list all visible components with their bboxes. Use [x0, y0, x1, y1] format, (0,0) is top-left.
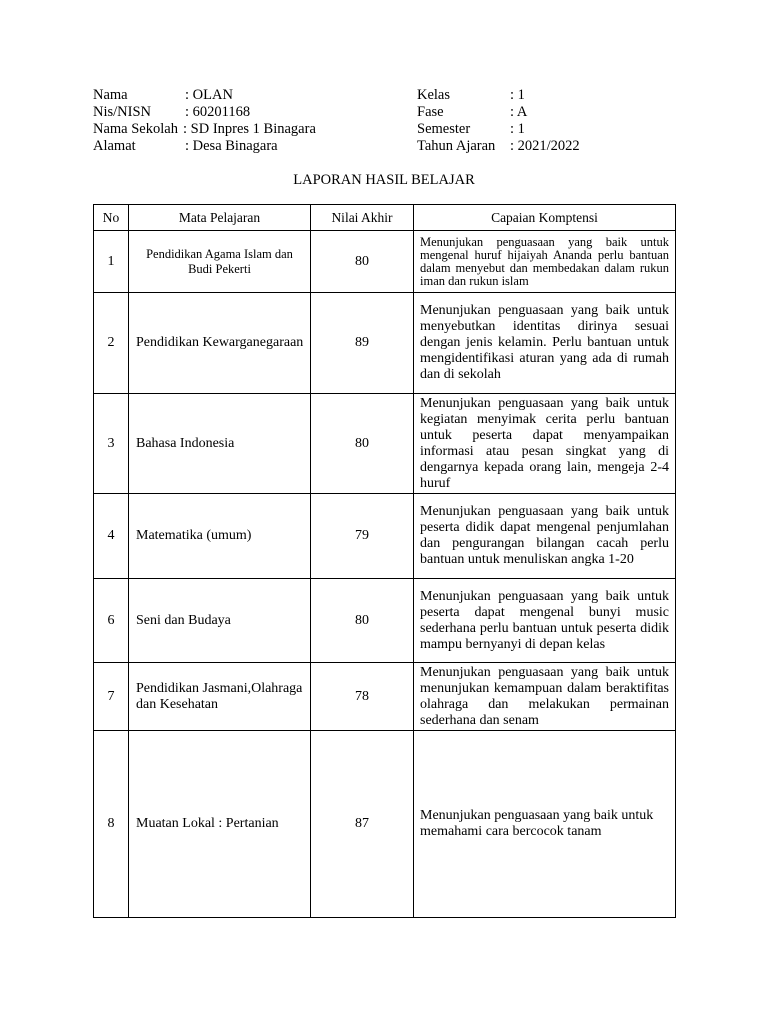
table-row [94, 663, 676, 731]
row-competency: Menunjukan penguasaan yang baik untuk peserta didik dapat mengenal penjumlahan dan pengurangan bilangan cacah perlu bantuan untuk menuliskan angka 1-20 [414, 494, 676, 579]
header-competency: Capaian Komptensi [414, 205, 676, 231]
row-no: 6 [94, 579, 129, 663]
row-competency: Menunjukan penguasaan yang baik untuk menunjukan kemampuan dalam beraktifitas olahraga dan melakukan permainan sederhana dan senam [414, 663, 676, 731]
class-label: Kelas [417, 87, 451, 103]
table-row [94, 579, 676, 663]
row-score: 89 [311, 293, 414, 394]
table-header-row [94, 205, 676, 231]
row-score: 80 [311, 394, 414, 494]
row-competency: Menunjukan penguasaan yang baik untuk peserta dapat mengenal bunyi music sederhana perlu bantuan untuk peserta didik mampu bernyanyi di depan kelas [414, 579, 676, 663]
row-score: 87 [311, 731, 414, 918]
table-row [94, 731, 676, 918]
address-value: : Desa Binagara [185, 138, 278, 154]
row-score: 80 [311, 579, 414, 663]
row-no: 8 [94, 731, 129, 918]
row-no: 4 [94, 494, 129, 579]
school-value: : SD Inpres 1 Binagara [183, 121, 316, 137]
info-row-4 [93, 138, 693, 155]
row-no: 2 [94, 293, 129, 394]
row-subject: Seni dan Budaya [129, 579, 311, 663]
row-no: 1 [94, 231, 129, 293]
student-info [93, 87, 693, 155]
header-score: Nilai Akhir [311, 205, 414, 231]
class-value: : 1 [510, 87, 525, 103]
row-score: 80 [311, 231, 414, 293]
table-row [94, 394, 676, 494]
year-value: : 2021/2022 [510, 138, 580, 154]
semester-label: Semester [417, 121, 471, 137]
row-competency: Menunjukan penguasaan yang baik untuk mengenal huruf hijaiyah Ananda perlu bantuan dalam menyebut dan membedakan dalam rukun iman dan rukun islam [414, 231, 676, 293]
row-no: 7 [94, 663, 129, 731]
phase-label: Fase [417, 104, 444, 120]
row-subject: Pendidikan Agama Islam dan Budi Pekerti [129, 231, 311, 293]
table-row [94, 494, 676, 579]
name-value: : OLAN [185, 87, 233, 103]
report-title: LAPORAN HASIL BELAJAR [293, 172, 475, 188]
header-no: No [94, 205, 129, 231]
row-competency: Menunjukan penguasaan yang baik untuk kegiatan menyimak cerita perlu bantuan untuk peserta dapat menyampaikan informasi atau pesan singkat yang di dengarnya kepada orang lain, mengeja 2-4 huruf [414, 394, 676, 494]
row-score: 78 [311, 663, 414, 731]
semester-value: : 1 [510, 121, 525, 137]
row-subject: Muatan Lokal : Pertanian [129, 731, 311, 918]
info-row-1 [93, 87, 693, 104]
name-label: Nama [93, 87, 128, 103]
header-subject: Mata Pelajaran [129, 205, 311, 231]
nis-value: : 60201168 [185, 104, 251, 120]
table-row [94, 293, 676, 394]
row-subject: Bahasa Indonesia [129, 394, 311, 494]
row-score: 79 [311, 494, 414, 579]
table-row [94, 231, 676, 293]
report-table [93, 204, 676, 918]
row-subject: Pendidikan Kewarganegaraan [129, 293, 311, 394]
year-label: Tahun Ajaran [417, 138, 496, 154]
address-label: Alamat [93, 138, 136, 154]
row-competency: Menunjukan penguasaan yang baik untuk menyebutkan identitas dirinya sesuai dengan jenis kelamin. Perlu bantuan untuk mengidentifikasi aturan yang ada di rumah dan di sekolah [414, 293, 676, 394]
info-row-2 [93, 104, 693, 121]
nis-label: Nis/NISN [93, 104, 152, 120]
school-label: Nama Sekolah [93, 121, 178, 137]
phase-value: : A [510, 104, 528, 120]
row-subject: Pendidikan Jasmani,Olahraga dan Kesehatan [129, 663, 311, 731]
row-no: 3 [94, 394, 129, 494]
info-row-3 [93, 121, 693, 138]
row-competency: Menunjukan penguasaan yang baik untuk memahami cara bercocok tanam [414, 731, 676, 918]
row-subject: Matematika (umum) [129, 494, 311, 579]
